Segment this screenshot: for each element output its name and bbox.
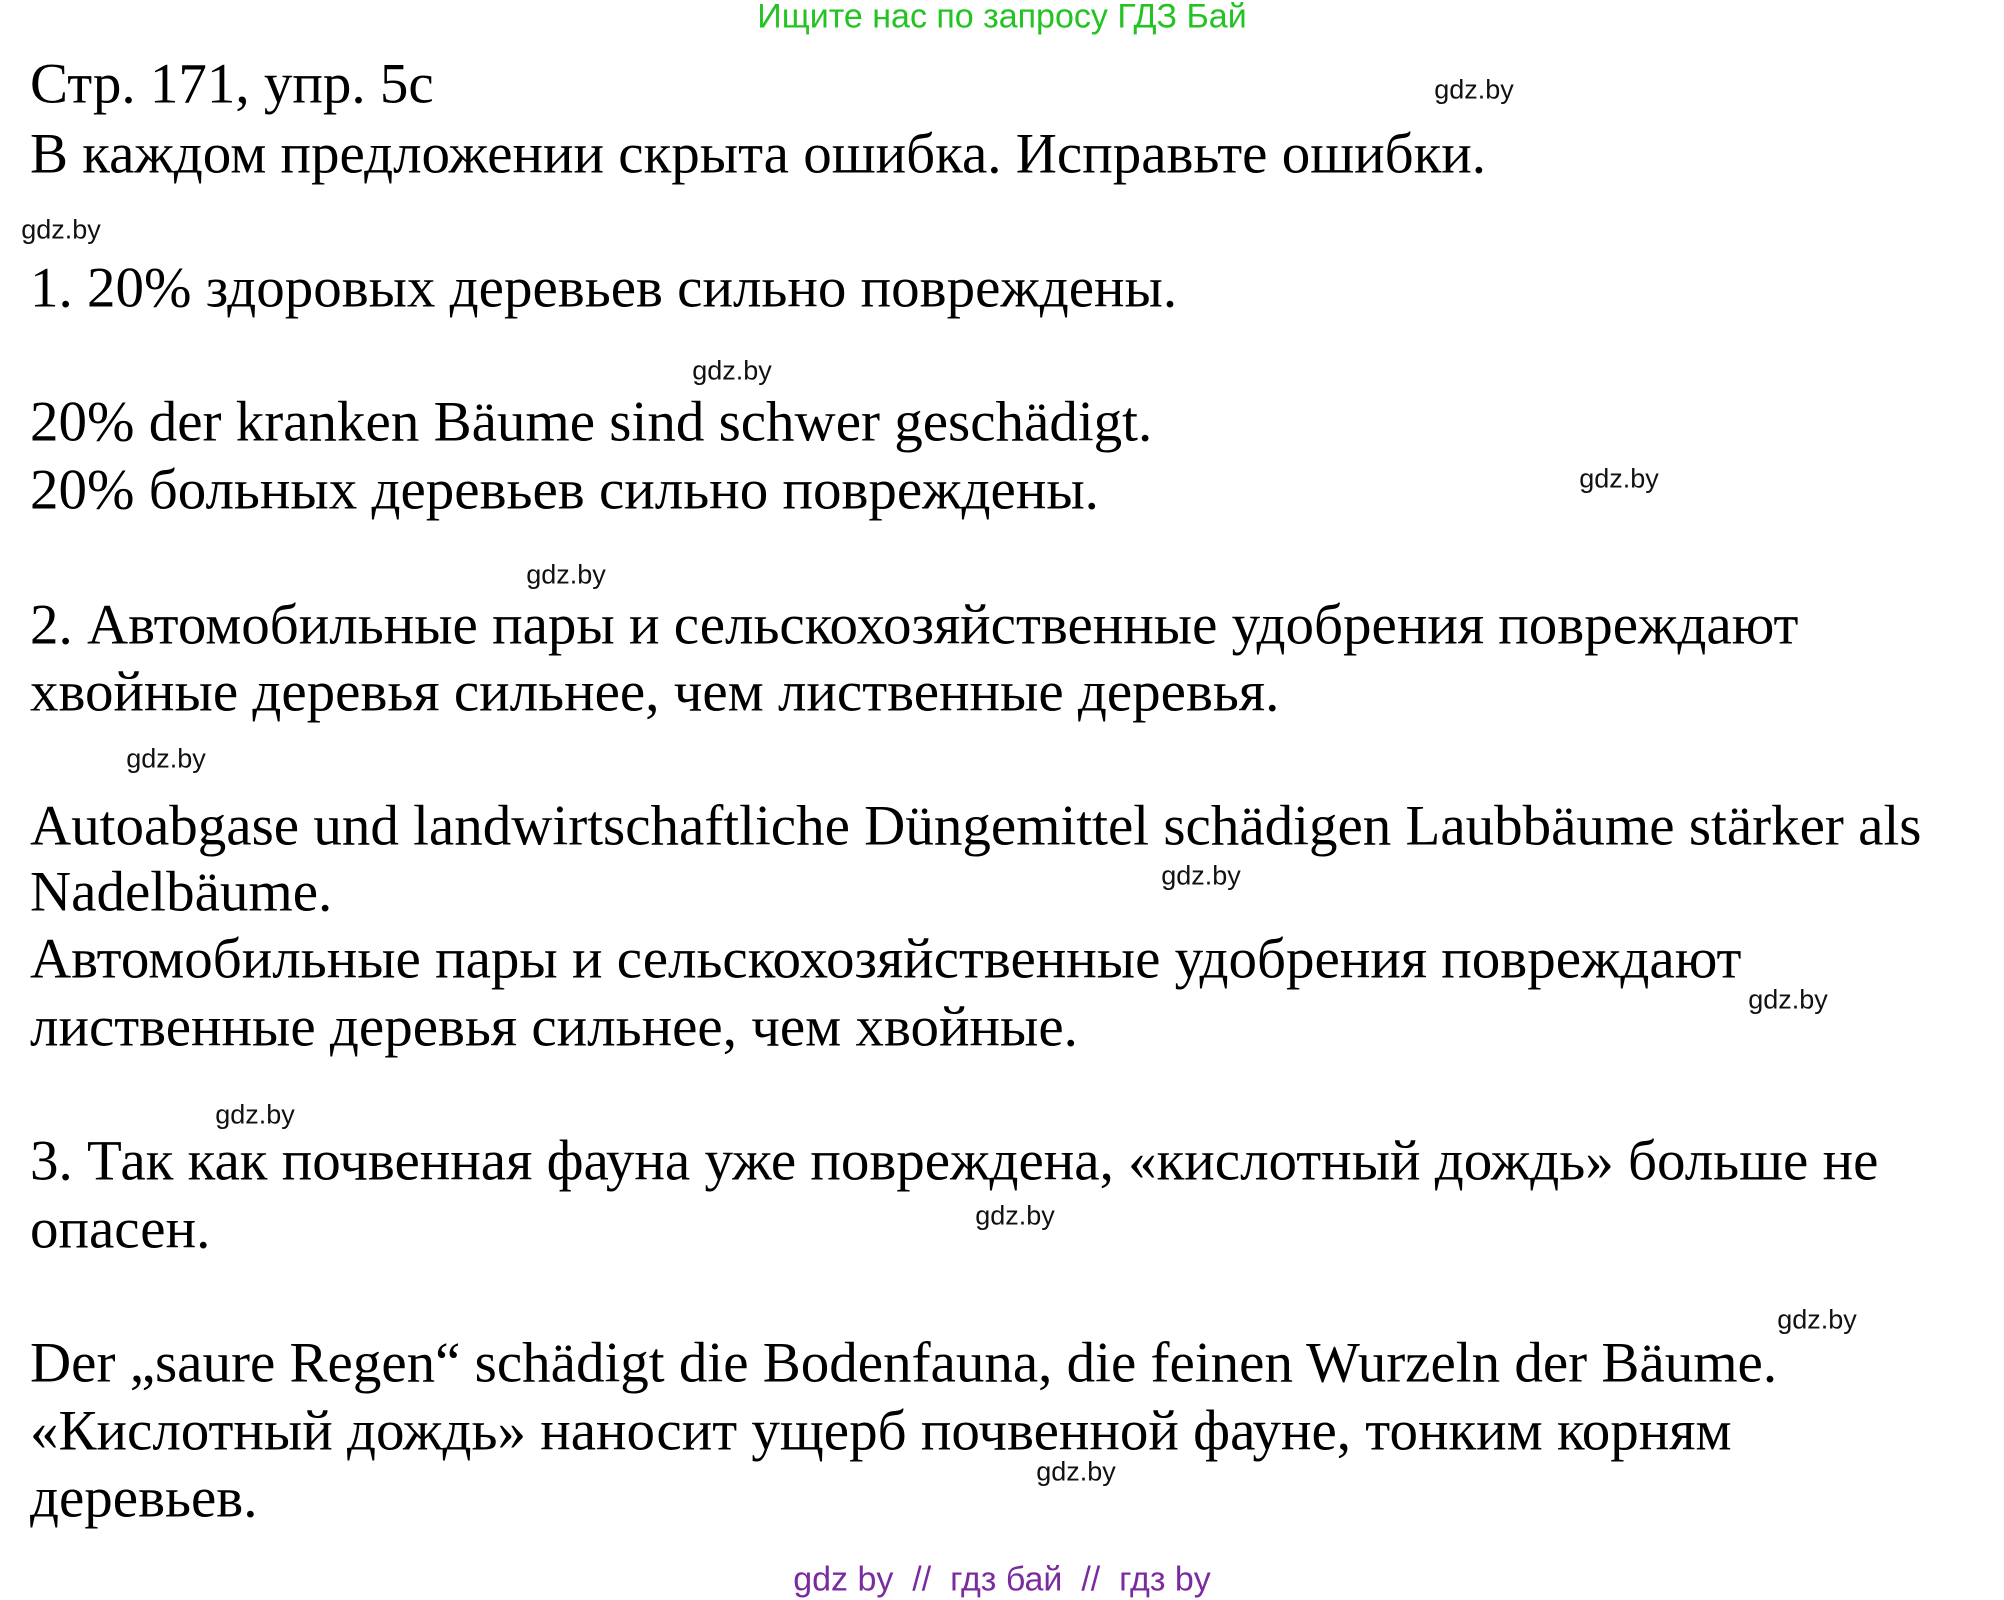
text-line: 1. 20% здоровых деревьев сильно повреждены. [30, 256, 1178, 320]
text-line: хвойные деревья сильнее, чем лиственные деревья. [30, 660, 1280, 724]
instruction: В каждом предложении скрыта ошибка. Исправьте ошибки. [30, 122, 1487, 186]
watermark: gdz.by [1434, 74, 1514, 105]
text-line: опасен. [30, 1197, 211, 1261]
watermark: gdz.by [1036, 1456, 1116, 1487]
watermark: gdz.by [526, 559, 606, 590]
watermark: gdz.by [126, 743, 206, 774]
search-hint-header: Ищите нас по запросу ГДЗ Бай [757, 0, 1247, 36]
text-line: 20% больных деревьев сильно повреждены. [30, 458, 1099, 522]
watermark: gdz.by [1748, 984, 1828, 1015]
text-line: 2. Автомобильные пары и сельскохозяйственные удобрения повреждают [30, 593, 1799, 657]
text-line: 20% der kranken Bäume sind schwer geschädigt. [30, 390, 1153, 454]
watermark: gdz.by [692, 355, 772, 386]
exercise-title: Стр. 171, упр. 5c [30, 52, 434, 116]
text-line: Nadelbäume. [30, 860, 333, 924]
watermark: gdz.by [1777, 1304, 1857, 1335]
text-line: «Кислотный дождь» наносит ущерб почвенной фауне, тонким корням [30, 1399, 1732, 1463]
text-line: Der „saure Regen“ schädigt die Bodenfauna, die feinen Wurzeln der Bäume. [30, 1331, 1778, 1395]
text-line: деревьев. [30, 1466, 258, 1530]
watermark: gdz.by [1161, 860, 1241, 891]
watermark: gdz.by [215, 1099, 295, 1130]
footer-links: gdz by // гдз бай // гдз by [793, 1560, 1211, 1599]
watermark: gdz.by [21, 214, 101, 245]
watermark: gdz.by [1579, 463, 1659, 494]
text-line: 3. Так как почвенная фауна уже повреждена, «кислотный дождь» больше не [30, 1129, 1879, 1193]
watermark: gdz.by [975, 1200, 1055, 1231]
text-line: лиственные деревья сильнее, чем хвойные. [30, 995, 1078, 1059]
text-line: Автомобильные пары и сельскохозяйственные удобрения повреждают [30, 927, 1742, 991]
text-line: Autoabgase und landwirtschaftliche Düngemittel schädigen Laubbäume stärker als [30, 794, 1922, 858]
